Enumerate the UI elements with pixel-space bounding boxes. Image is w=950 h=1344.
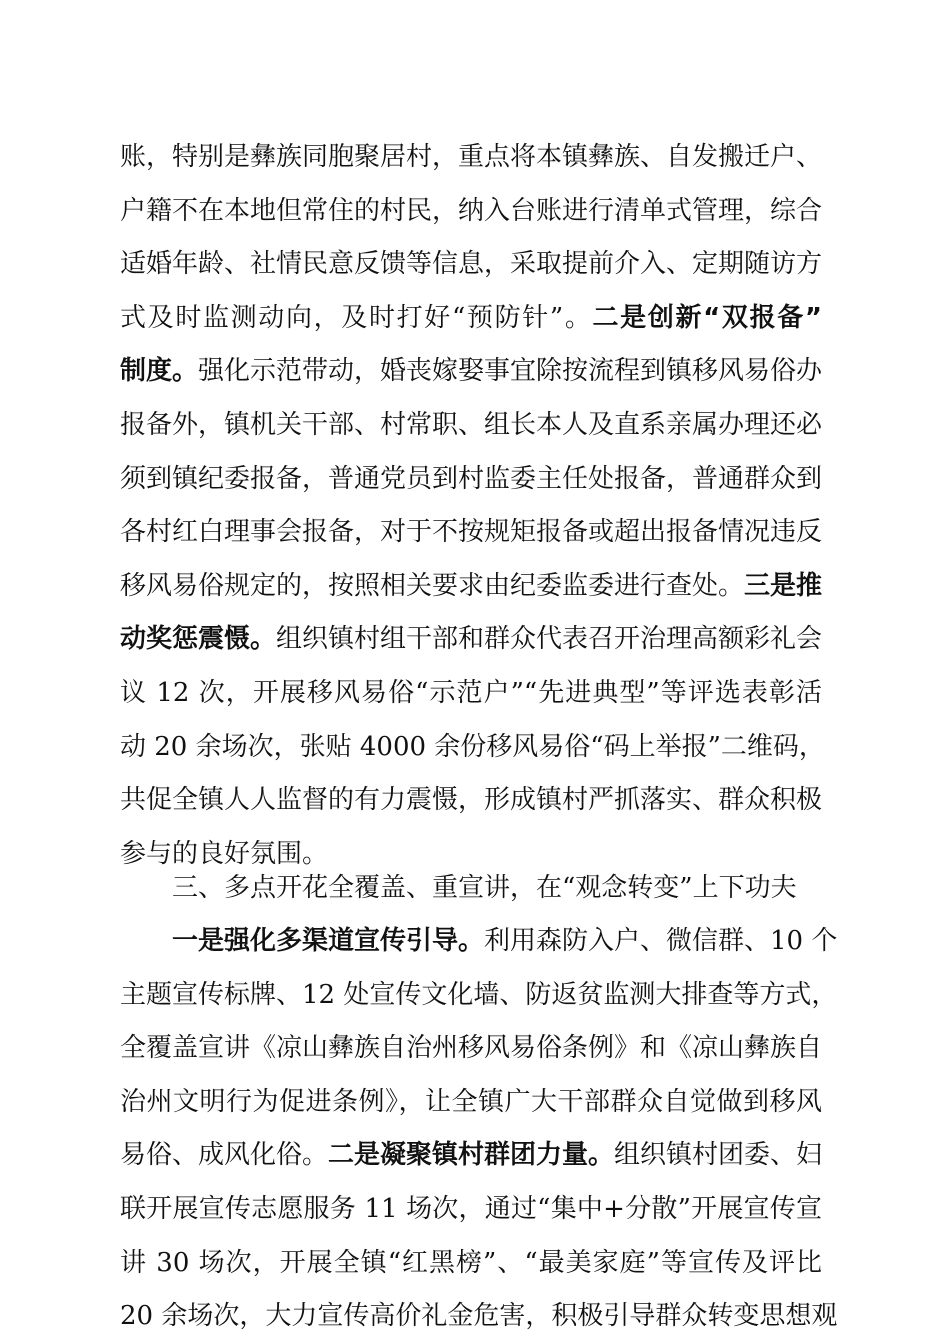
bold-phrase: 制度。 [120, 356, 199, 386]
text-line [120, 1027, 822, 1069]
text-run: 适婚年龄、社情民意反馈等信息，采取提前介入、定期随访方 [120, 249, 823, 279]
text-run: 强化示范带动，婚丧嫁娶事宜除按流程到镇移风易俗办 [198, 356, 823, 386]
bold-phrase: 二是创新“双报备” [592, 303, 822, 333]
text-line [120, 404, 822, 446]
text-run: 全覆盖宣讲《凉山彝族自治州移风易俗条例》和《凉山彝族自 [120, 1033, 823, 1063]
text-line [120, 1134, 822, 1176]
bold-phrase: 三是推 [744, 571, 823, 601]
text-line [120, 726, 825, 768]
text-run: 利用森防入户、微信群、10 个 [484, 926, 838, 956]
bold-phrase: 二是凝聚镇村群团力量。 [328, 1140, 615, 1170]
text-run: 报备外，镇机关干部、村常职、组长本人及直系亲属办理还必 [120, 410, 823, 440]
text-line [120, 511, 822, 553]
text-run: 联开展宣传志愿服务 11 场次，通过“集中+分散”开展宣传宣 [120, 1194, 822, 1224]
section-heading [172, 867, 822, 909]
text-run: 动 20 余场次，张贴 4000 余份移风易俗“码上举报”二维码， [120, 732, 825, 762]
text-run: 各村红白理事会报备，对于不按规矩报备或超出报备情况违反 [120, 517, 823, 547]
text-run: 账，特别是彝族同胞聚居村，重点将本镇彝族、自发搬迁户、 [120, 142, 823, 172]
text-line [120, 565, 822, 607]
text-run: 户籍不在本地但常住的村民，纳入台账进行清单式管理，综合 [120, 196, 823, 226]
text-line [120, 779, 822, 821]
text-run: 三、多点开花全覆盖、重宣讲，在“观念转变”上下功夫 [172, 873, 797, 903]
text-line [120, 1081, 822, 1123]
text-line [120, 458, 822, 500]
text-run: 组织镇村组干部和群众代表召开治理高额彩礼会 [276, 624, 823, 654]
text-line [120, 618, 822, 660]
text-run: 式及时监测动向，及时打好“预防针”。 [120, 303, 593, 333]
text-run: 易俗、成风化俗。 [120, 1140, 329, 1170]
text-line [120, 1188, 822, 1230]
text-line [172, 920, 838, 962]
text-line [120, 243, 822, 285]
bold-phrase: 动奖惩震慑。 [120, 624, 277, 654]
text-line [120, 1295, 838, 1337]
text-line [120, 1242, 822, 1284]
text-line [120, 190, 822, 232]
text-line [120, 974, 838, 1016]
text-run: 议 12 次，开展移风易俗“示范户”“先进典型”等评选表彰活 [120, 678, 822, 708]
text-run: 讲 30 场次，开展全镇“红黑榜”、“最美家庭”等宣传及评比 [120, 1248, 822, 1278]
text-line [120, 672, 822, 714]
text-run: 主题宣传标牌、12 处宣传文化墙、防返贫监测大排查等方式， [120, 980, 838, 1010]
text-run: 共促全镇人人监督的有力震慑，形成镇村严抓落实、群众积极 [120, 785, 823, 815]
text-line [120, 136, 822, 178]
bold-phrase: 一是强化多渠道宣传引导。 [172, 926, 485, 956]
text-run: 须到镇纪委报备，普通党员到村监委主任处报备，普通群众到 [120, 464, 823, 494]
text-line [120, 297, 822, 339]
text-line [120, 350, 822, 392]
text-run: 治州文明行为促进条例》，让全镇广大干部群众自觉做到移风 [120, 1087, 822, 1117]
text-run: 20 余场次，大力宣传高价礼金危害，积极引导群众转变思想观 [120, 1301, 838, 1331]
text-run: 移风易俗规定的，按照相关要求由纪委监委进行查处。 [120, 571, 745, 601]
text-run: 组织镇村团委、妇 [614, 1140, 823, 1170]
text-run: 参与的良好氛围。 [120, 839, 329, 869]
